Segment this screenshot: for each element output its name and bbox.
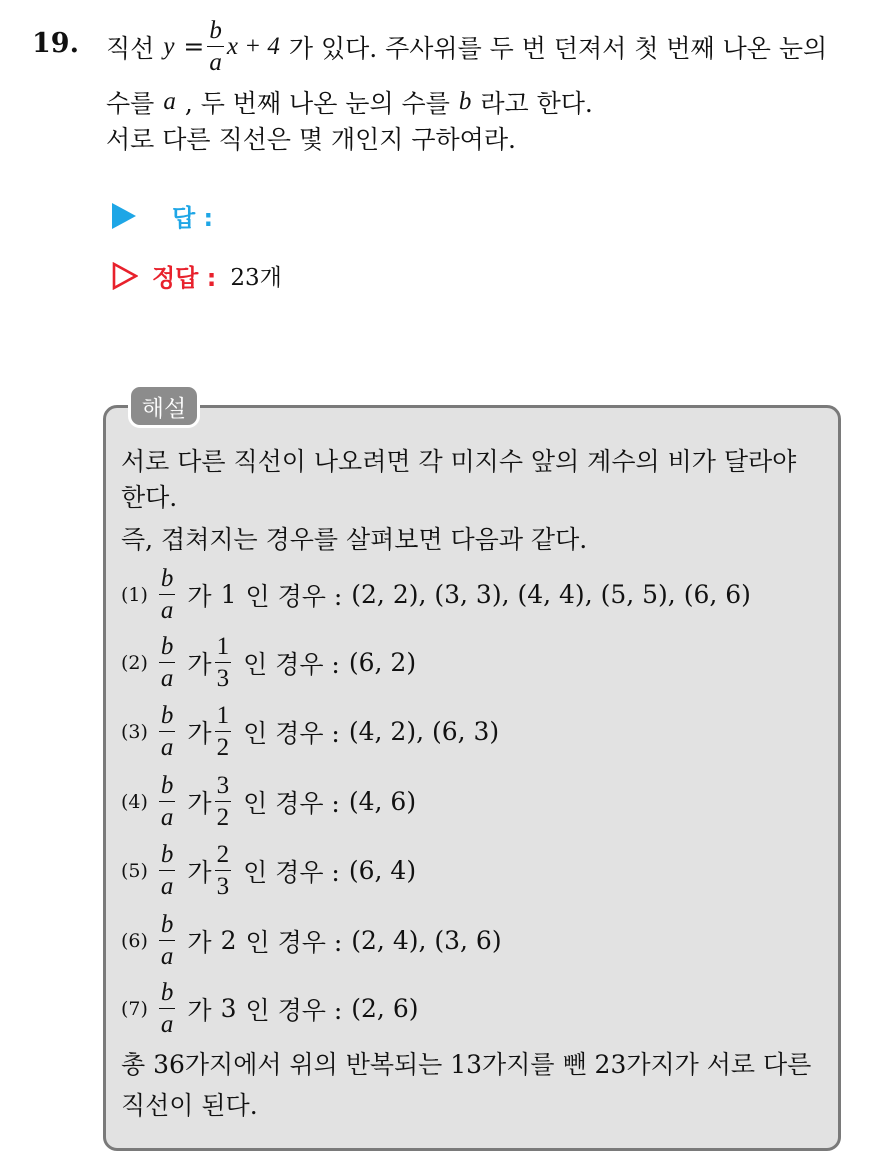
explanation-text: 인 경우 : xyxy=(243,788,340,818)
case-3 xyxy=(121,703,499,760)
fraction-numerator: b xyxy=(160,565,174,592)
case-ratio: 1 xyxy=(220,580,237,609)
explanation-text: 직선이 된다. xyxy=(121,1091,258,1120)
case-4 xyxy=(121,773,416,830)
question-line-2 xyxy=(106,84,593,120)
question-text: 서로 다른 직선은 몇 개인지 구하여라. xyxy=(106,125,516,154)
fraction-denominator: a xyxy=(159,731,176,760)
fraction-denominator: a xyxy=(159,662,176,691)
question-number: 19. xyxy=(32,28,79,59)
explanation-text: 가 xyxy=(187,857,212,887)
case-pairs: (2, 2), (3, 3), (4, 4), (5, 5), (6, 6) xyxy=(351,580,751,609)
explanation-text: 인 경우 : xyxy=(245,995,343,1025)
explanation-intro-line-2 xyxy=(121,478,177,514)
question-text: 직선 xyxy=(106,33,155,63)
ratio-denominator: 3 xyxy=(215,870,232,899)
ratio-numerator: 1 xyxy=(216,633,230,660)
fraction-denominator: a xyxy=(159,1008,176,1037)
ratio-denominator: 2 xyxy=(215,731,232,760)
explanation-tab: 해설 xyxy=(128,384,200,428)
equals-sign: = xyxy=(183,32,205,61)
explanation-text: 가 xyxy=(187,788,212,818)
explanation-intro-line-3 xyxy=(121,520,587,556)
fraction-numerator: b xyxy=(209,17,222,44)
correct-answer-value: 23개 xyxy=(230,265,282,291)
answer-label: 답 : xyxy=(172,204,214,232)
question-line-1 xyxy=(106,18,827,75)
explanation-text: 인 경우 : xyxy=(243,718,340,748)
case-number: (2) xyxy=(121,651,148,674)
case-5 xyxy=(121,842,416,899)
case-number: (6) xyxy=(121,929,148,952)
case-7 xyxy=(121,980,418,1037)
case-pairs: (4, 2), (6, 3) xyxy=(348,717,500,746)
var-b: b xyxy=(458,88,472,115)
fraction-numerator: b xyxy=(160,979,174,1006)
case-1 xyxy=(121,566,751,623)
question-text: 가 있다. 주사위를 두 번 던져서 첫 번째 나온 눈의 xyxy=(288,33,828,63)
explanation-text: 인 경우 : xyxy=(243,857,340,887)
fraction-denominator: a xyxy=(159,870,176,899)
fraction-denominator: a xyxy=(159,594,176,623)
explanation-text: 인 경우 : xyxy=(245,927,343,957)
case-ratio: 2 xyxy=(220,926,237,955)
case-pairs: (6, 4) xyxy=(348,856,417,885)
ratio-numerator: 1 xyxy=(216,702,230,729)
explanation-text: 한다. xyxy=(121,483,178,512)
ratio-denominator: 3 xyxy=(215,662,232,691)
explanation-summary-line-1 xyxy=(121,1045,811,1081)
case-pairs: (4, 6) xyxy=(348,787,417,816)
fraction-numerator: b xyxy=(160,702,174,729)
question-text: , 두 번째 나온 눈의 수를 xyxy=(184,89,450,118)
explanation-text: 가 xyxy=(187,581,212,611)
explanation-text: 가 xyxy=(187,649,212,679)
case-number: (3) xyxy=(121,720,148,743)
fraction-denominator: a xyxy=(159,801,176,830)
case-number: (7) xyxy=(121,997,148,1020)
var-a: a xyxy=(163,88,176,115)
correct-answer-label: 정답 : xyxy=(152,264,217,292)
case-number: (5) xyxy=(121,859,148,882)
fraction-denominator: a xyxy=(207,46,224,75)
case-number: (4) xyxy=(121,790,148,813)
case-2 xyxy=(121,634,416,691)
equation-rest: x + 4 xyxy=(226,32,280,60)
case-pairs: (2, 4), (3, 6) xyxy=(351,926,502,955)
question-text: 수를 xyxy=(106,89,155,118)
ratio-numerator: 3 xyxy=(216,772,230,799)
var-y: y xyxy=(163,32,175,60)
correct-answer-row xyxy=(112,258,282,293)
outline-triangle-icon xyxy=(112,262,138,290)
answer-row xyxy=(112,198,213,233)
explanation-text: 가 xyxy=(187,718,212,748)
question-text: 라고 한다. xyxy=(480,89,593,118)
ratio-numerator: 2 xyxy=(216,841,230,868)
explanation-text: 총 36가지에서 위의 반복되는 13가지를 뺀 23가지가 서로 다른 xyxy=(121,1050,812,1079)
explanation-text: 인 경우 : xyxy=(243,649,340,679)
fraction-numerator: b xyxy=(160,911,174,938)
explanation-text: 즉, 겹쳐지는 경우를 살펴보면 다음과 같다. xyxy=(121,525,588,554)
fraction-numerator: b xyxy=(160,841,174,868)
explanation-text: 가 xyxy=(187,927,212,957)
case-pairs: (2, 6) xyxy=(351,994,419,1023)
ratio-denominator: 2 xyxy=(215,801,232,830)
explanation-text: 가 xyxy=(187,995,212,1025)
case-ratio: 3 xyxy=(220,994,237,1023)
fraction-numerator: b xyxy=(160,633,174,660)
fraction-denominator: a xyxy=(159,940,176,969)
play-triangle-icon xyxy=(112,203,136,229)
question-line-3 xyxy=(106,120,516,156)
explanation-intro-line-1 xyxy=(121,442,796,478)
case-number: (1) xyxy=(121,583,148,606)
explanation-text: 서로 다른 직선이 나오려면 각 미지수 앞의 계수의 비가 달라야 xyxy=(121,447,797,476)
fraction-numerator: b xyxy=(160,772,174,799)
explanation-summary-line-2 xyxy=(121,1086,258,1122)
case-6 xyxy=(121,912,502,969)
explanation-text: 인 경우 : xyxy=(245,581,343,611)
fraction-b-over-a xyxy=(207,18,224,75)
case-pairs: (6, 2) xyxy=(348,648,417,677)
